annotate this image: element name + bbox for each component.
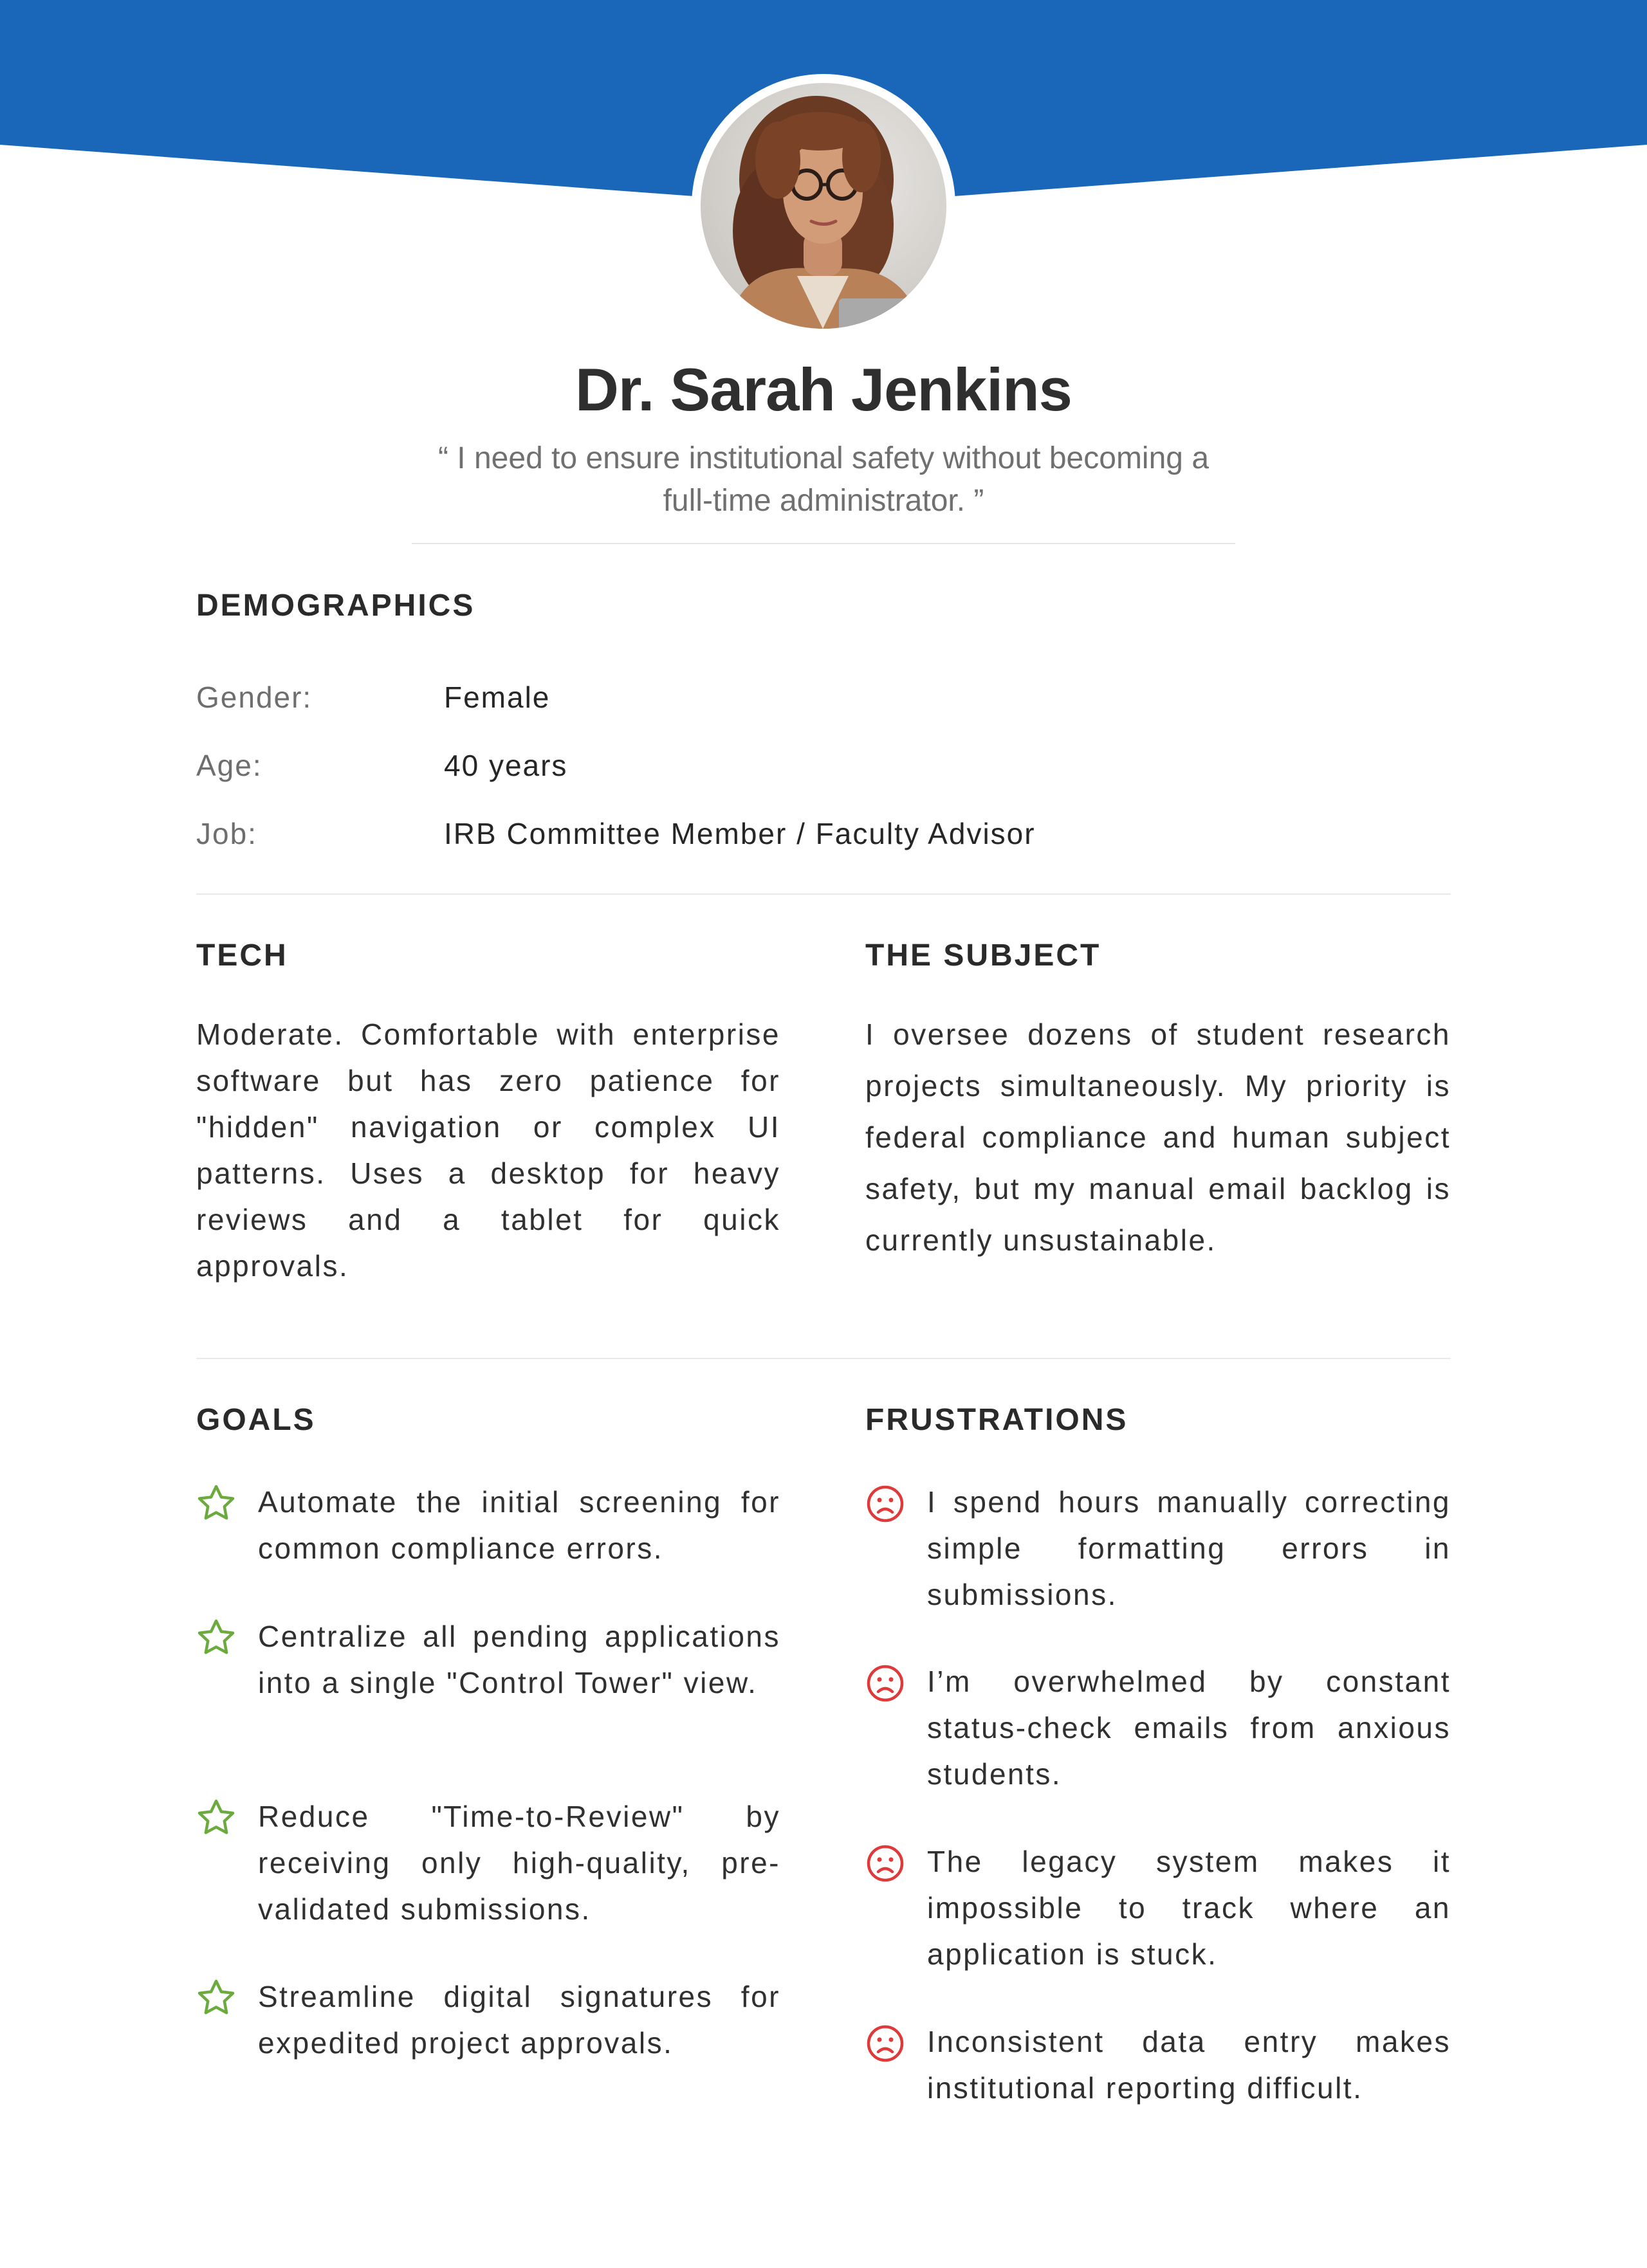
goal-text: Centralize all pending applications into a single "Control Tower" view. <box>258 1620 780 1699</box>
persona-quote: “ I need to ensure institutional safety without becoming a full-time administrator. ” <box>437 441 1210 518</box>
tech-text: Moderate. Comfortable with enterprise software but has zero patience for "hidden" navigation or complex UI patterns. Uses a desktop for heavy reviews and a tablet for quick approvals. <box>196 1018 780 1283</box>
tech-title: TECH <box>196 938 288 973</box>
demographic-value: 40 years <box>444 749 568 782</box>
demographic-value: Female <box>444 681 551 714</box>
goal-text: Reduce "Time-to-Review" by receiving only high-quality, pre-validated submissions. <box>258 1800 780 1926</box>
frustration-text: I spend hours manually correcting simple formatting errors in submissions. <box>927 1485 1451 1611</box>
persona-name: Dr. Sarah Jenkins <box>575 356 1072 423</box>
subject-title: THE SUBJECT <box>865 938 1101 973</box>
avatar <box>692 74 955 338</box>
frustration-text: I’m overwhelmed by constant status-check emails from anxious students. <box>927 1665 1451 1791</box>
goal-text: Automate the initial screening for common compliance errors. <box>258 1485 780 1565</box>
goals-title: GOALS <box>196 1403 316 1437</box>
divider <box>196 1358 1451 1359</box>
frustrations-title: FRUSTRATIONS <box>865 1403 1128 1437</box>
demographic-value: IRB Committee Member / Faculty Advisor <box>444 817 1036 850</box>
profile-photo-icon <box>701 83 946 329</box>
sad-face-icon <box>865 1663 905 1703</box>
demographic-label: Age: <box>196 749 262 782</box>
sad-face-icon <box>865 1484 905 1524</box>
star-icon <box>196 1618 236 1658</box>
star-icon <box>196 1484 236 1524</box>
subject-text: I oversee dozens of student research projects simultaneously. My priority is federal compliance and human subject safety, but my manual email backlog is currently unsustainable. <box>865 1018 1451 1257</box>
star-icon <box>196 1798 236 1838</box>
sad-face-icon <box>865 1843 905 1883</box>
frustration-text: Inconsistent data entry makes institutional reporting difficult. <box>927 2025 1451 2105</box>
demographic-label: Job: <box>196 817 257 850</box>
star-icon <box>196 1979 236 2018</box>
demographic-label: Gender: <box>196 681 313 714</box>
demographics-title: DEMOGRAPHICS <box>196 589 475 623</box>
sad-face-icon <box>865 2024 905 2063</box>
goal-text: Streamline digital signatures for expedited project approvals. <box>258 1980 780 2060</box>
divider <box>412 543 1235 544</box>
frustration-text: The legacy system makes it impossible to track where an application is stuck. <box>927 1845 1451 1971</box>
divider <box>196 893 1451 895</box>
